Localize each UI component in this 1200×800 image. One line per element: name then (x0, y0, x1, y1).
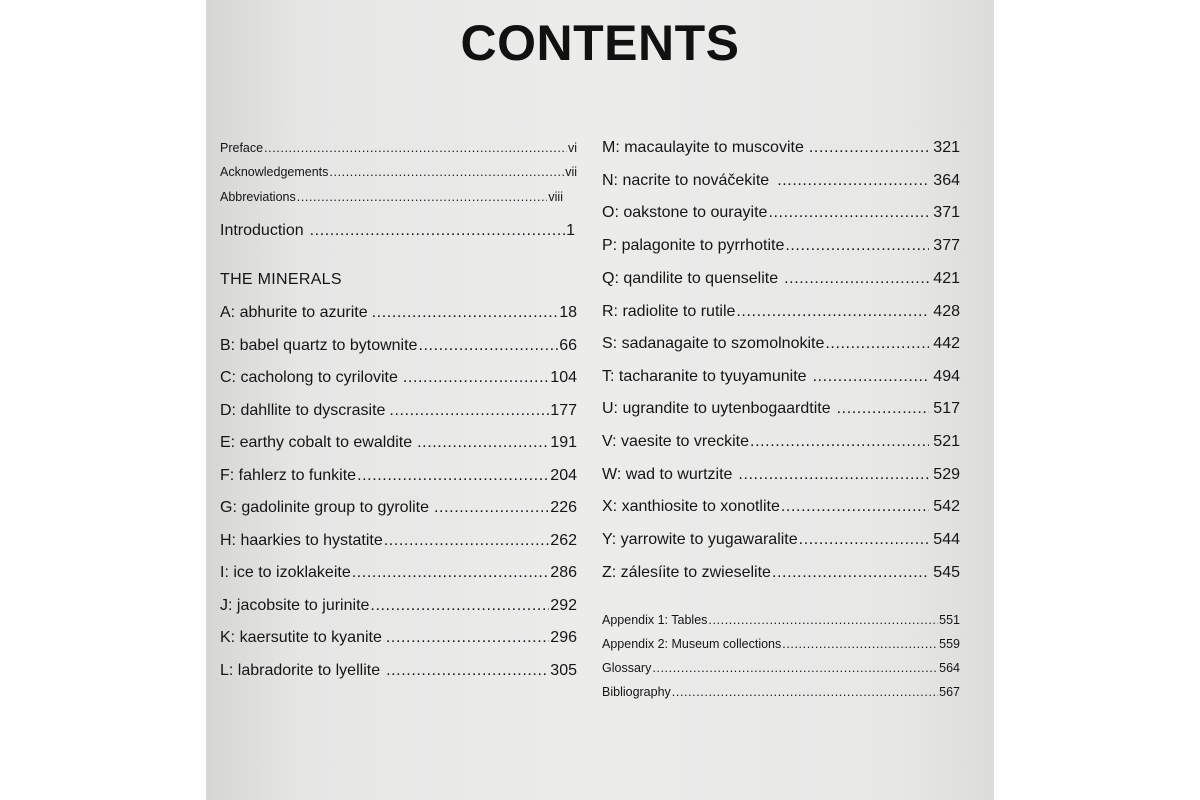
toc-entry: P: palagonite to pyrrhotite ..... 377 (602, 237, 960, 255)
toc-entry: W: wad to wurtzite ..... 529 (602, 466, 960, 484)
toc-entry: E: earthy cobalt to ewaldite ..... 191 (220, 434, 577, 452)
toc-entry: U: ugrandite to uytenbogaardtite ..... 517 (602, 400, 960, 418)
toc-entry: Z: zálesíite to zwieselite ..... 545 (602, 564, 960, 582)
toc-entry: J: jacobsite to jurinite ..... 292 (220, 597, 577, 615)
toc-entry: X: xanthiosite to xonotlite ..... 542 (602, 498, 960, 516)
toc-entry: Y: yarrowite to yugawaralite ..... 544 (602, 531, 960, 549)
toc-entry: I: ice to izoklakeite ..... 286 (220, 564, 577, 582)
section-heading-minerals: THE MINERALS (220, 271, 342, 288)
toc-entry: B: babel quartz to bytownite ..... 66 (220, 337, 577, 355)
toc-entry: T: tacharanite to tyuyamunite ..... 494 (602, 368, 960, 386)
toc-entry: K: kaersutite to kyanite ..... 296 (220, 629, 577, 647)
toc-entry-appendix-1: Appendix 1: Tables ..... 551 (602, 613, 960, 627)
toc-entry: C: cacholong to cyrilovite ..... 104 (220, 369, 577, 387)
toc-entry: L: labradorite to lyellite ..... 305 (220, 662, 577, 680)
toc-entry-appendix-2: Appendix 2: Museum collections ..... 559 (602, 637, 960, 651)
toc-entry: V: vaesite to vreckite ..... 521 (602, 433, 960, 451)
toc-entry-glossary: Glossary ..... 564 (602, 661, 960, 675)
toc-entry: H: haarkies to hystatite ..... 262 (220, 532, 577, 550)
toc-entry-abbreviations: Abbreviations ..... viii (220, 190, 563, 204)
book-page (206, 0, 994, 800)
toc-entry: R: radiolite to rutile ..... 428 (602, 303, 960, 321)
toc-entry: S: sadanagaite to szomolnokite ..... 442 (602, 335, 960, 353)
toc-entry-bibliography: Bibliography ..... 567 (602, 685, 960, 699)
toc-entry: D: dahllite to dyscrasite ..... 177 (220, 402, 577, 420)
page-title: CONTENTS (460, 15, 740, 71)
toc-entry-preface: Preface ..... vi (220, 141, 577, 155)
toc-entry: O: oakstone to ourayite ..... 371 (602, 204, 960, 222)
toc-entry: Q: qandilite to quenselite ..... 421 (602, 270, 960, 288)
toc-entry-acknowledgements: Acknowledgements ..... vii (220, 165, 577, 179)
toc-entry: A: abhurite to azurite ..... 18 (220, 304, 577, 322)
toc-entry: N: nacrite to nováčekite ..... 364 (602, 172, 960, 190)
toc-entry: G: gadolinite group to gyrolite ..... 226 (220, 499, 577, 517)
toc-entry-introduction: Introduction ..... 1 (220, 222, 575, 240)
toc-entry: M: macaulayite to muscovite ..... 321 (602, 139, 960, 157)
toc-entry: F: fahlerz to funkite ..... 204 (220, 467, 577, 485)
